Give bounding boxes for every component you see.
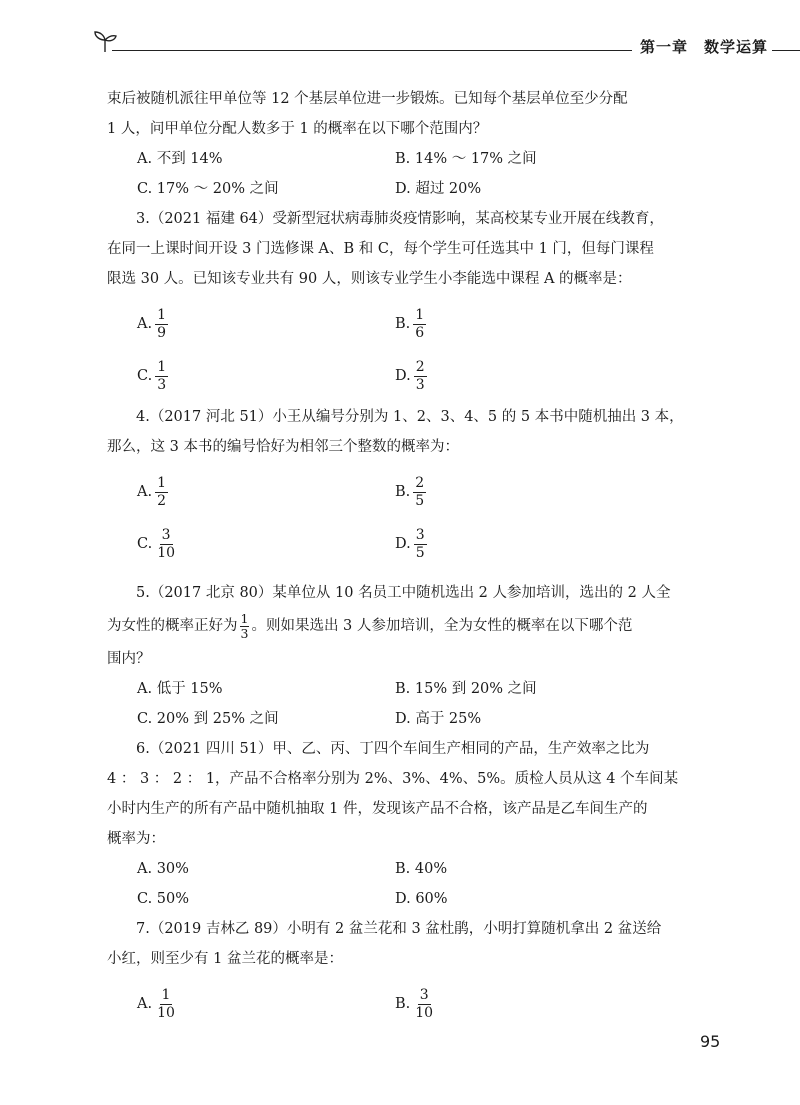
option-a: A. $\frac{1}{10}$ [137,986,175,1021]
page-header [92,28,782,62]
question-3-line: 在同一上课时间开设 3 门选修课 A、B 和 C，每个学生可任选其中 1 门，但每门课程 [107,241,654,257]
question-6-line: 概率为： [107,831,165,847]
option-c: C. $\frac{3}{10}$ [137,526,176,561]
fraction: $\frac{3}{10}$ [415,986,434,1021]
option-d: D. 超过 20% [395,181,482,197]
options-row [137,884,692,914]
option-c: C. 17% ～ 20% 之间 [137,181,279,197]
question-7-line: 小红，则至少有 1 盆兰花的概率是： [107,951,343,967]
options-row [137,174,692,204]
question-4-line: 那么，这 3 本书的编号恰好为相邻三个整数的概率为： [107,439,459,455]
option-a: A. 30% [137,861,189,877]
question-6-line: 小时内生产的所有产品中随机抽取 1 件，发现该产品不合格，该产品是乙车间生产的 [107,801,648,817]
option-a: A. $\frac{1}{9}$ [137,306,167,341]
option-b: B. 15% 到 20% 之间 [395,681,537,697]
question-3-line: 限选 30 人。已知该专业共有 90 人，则该专业学生小李能选中课程 A 的概率是： [107,271,632,287]
option-a: A. 低于 15% [137,681,223,697]
question-7-line: 7.（2019 吉林乙 89）小明有 2 盆兰花和 3 盆杜鹃，小明打算随机拿出 2 盆送给 [136,921,662,937]
option-c: C. 20% 到 25% 之间 [137,711,279,727]
fraction: $\frac{1}{10}$ [157,986,175,1021]
fraction: $\frac{1}{2}$ [157,474,167,509]
chapter-title: 第一章 数学运算 [640,38,769,56]
question-6-line: 4 ： 3 ： 2 ： 1，产品不合格率分别为 2%、3%、4%、5%。质检人员从这 4 个车间某 [107,771,679,787]
options-row [137,466,692,518]
fraction: $\frac{3}{5}$ [415,526,425,561]
option-b: B. 40% [395,861,448,877]
option-d: D. $\frac{3}{5}$ [395,526,425,561]
fraction: $\frac{1}{9}$ [157,306,167,341]
options-row [137,350,692,402]
options-row [137,298,692,350]
intro-line: 1 人，问甲单位分配人数多于 1 的概率在以下哪个范围内？ [107,121,488,137]
option-d: D. 高于 25% [395,711,482,727]
options-row [137,704,692,734]
option-d: D. $\frac{2}{3}$ [395,358,425,393]
option-b: B. $\frac{1}{6}$ [395,306,425,341]
option-a: A. $\frac{1}{2}$ [137,474,167,509]
options-row [137,978,692,1030]
option-b: B. 14% ～ 17% 之间 [395,151,537,167]
option-d: D. 60% [395,891,448,907]
option-b: B. $\frac{2}{5}$ [395,474,425,509]
options-row [137,144,692,174]
option-c: C. 50% [137,891,190,907]
fraction: $\frac{1}{6}$ [415,306,425,341]
header-rule-right [772,50,800,51]
fraction: $\frac{3}{10}$ [157,526,176,561]
options-row [137,674,692,704]
options-row [137,518,692,570]
header-rule-left [112,50,632,51]
option-c: C. $\frac{1}{3}$ [137,358,167,393]
fraction: $\frac{1}{3}$ [157,358,167,393]
question-5-line: 为女性的概率正好为 $\frac{1}{3}$ 。则如果选出 3 人参加培训，全为女性的概率在以下哪个范 [107,610,633,641]
option-a: A. 不到 14% [137,151,223,167]
question-4-line: 4.（2017 河北 51）小王从编号分别为 1、2、3、4、5 的 5 本书中随机抽出 3 本， [136,409,684,425]
page-content [107,84,692,1030]
question-5-line: 围内？ [107,651,151,667]
question-6-line: 6.（2021 四川 51）甲、乙、丙、丁四个车间生产相同的产品，生产效率之比为 [136,741,650,757]
page-number: 95 [700,1032,721,1051]
options-row [137,854,692,884]
question-5-line: 5.（2017 北京 80）某单位从 10 名员工中随机选出 2 人参加培训，选出的 2 人全 [136,585,671,601]
fraction: $\frac{2}{3}$ [415,358,425,393]
fraction: $\frac{2}{5}$ [415,474,425,509]
fraction: $\frac{1}{3}$ [240,610,249,641]
intro-line: 束后被随机派往甲单位等 12 个基层单位进一步锻炼。已知每个基层单位至少分配 [107,91,628,107]
question-3-line: 3.（2021 福建 64）受新型冠状病毒肺炎疫情影响，某高校某专业开展在线教育， [136,211,664,227]
option-b: B. $\frac{3}{10}$ [395,986,434,1021]
